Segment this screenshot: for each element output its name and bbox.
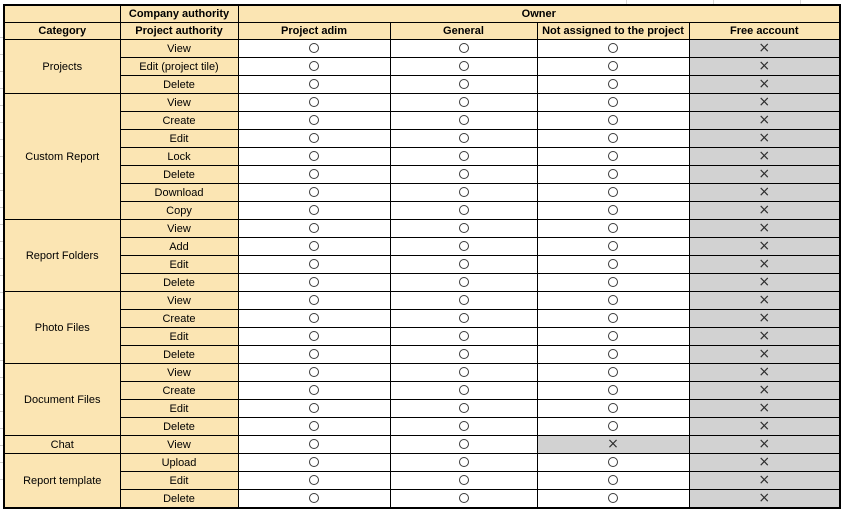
x-mark-icon: × <box>758 202 771 218</box>
table-body <box>4 40 840 509</box>
circle-icon <box>459 79 469 89</box>
permission-allowed-cell <box>238 454 390 472</box>
circle-icon <box>459 43 469 53</box>
permission-allowed-cell <box>390 310 537 328</box>
circle-icon <box>608 151 618 161</box>
permission-allowed-cell <box>238 382 390 400</box>
permission-allowed-cell <box>238 184 390 202</box>
permission-denied-cell <box>689 436 840 454</box>
permission-allowed-cell <box>390 328 537 346</box>
circle-icon <box>459 331 469 341</box>
permission-allowed-cell <box>390 112 537 130</box>
permission-allowed-cell <box>537 256 689 274</box>
circle-icon <box>309 421 319 431</box>
action-cell: Create <box>120 382 238 400</box>
permission-allowed-cell <box>238 94 390 112</box>
permission-allowed-cell <box>238 490 390 509</box>
circle-icon <box>459 493 469 503</box>
circle-icon <box>608 313 618 323</box>
table-row <box>4 364 840 382</box>
header-row-authority <box>4 5 840 23</box>
circle-icon <box>309 367 319 377</box>
circle-icon <box>309 133 319 143</box>
action-cell: Edit <box>120 472 238 490</box>
circle-icon <box>608 385 618 395</box>
action-cell: Delete <box>120 490 238 509</box>
permission-allowed-cell <box>238 238 390 256</box>
x-mark-icon: × <box>758 454 771 470</box>
permission-denied-cell <box>689 454 840 472</box>
circle-icon <box>608 79 618 89</box>
x-mark-icon: × <box>758 346 771 362</box>
circle-icon <box>459 169 469 179</box>
permission-denied-cell <box>689 292 840 310</box>
table-row <box>4 130 840 148</box>
circle-icon <box>309 151 319 161</box>
x-mark-icon: × <box>758 130 771 146</box>
permission-allowed-cell <box>537 184 689 202</box>
column-header-category: Category <box>4 23 120 40</box>
table-row <box>4 184 840 202</box>
table-row <box>4 166 840 184</box>
permission-allowed-cell <box>537 40 689 58</box>
circle-icon <box>608 367 618 377</box>
table-row <box>4 310 840 328</box>
x-mark-icon: × <box>758 490 771 506</box>
category-cell: Chat <box>4 436 120 454</box>
category-cell: Report template <box>4 454 120 509</box>
action-cell: Delete <box>120 76 238 94</box>
circle-icon <box>309 205 319 215</box>
company-authority-header: Company authority <box>120 5 238 23</box>
table-row <box>4 400 840 418</box>
permission-allowed-cell <box>238 346 390 364</box>
permission-allowed-cell <box>238 292 390 310</box>
permission-allowed-cell <box>537 274 689 292</box>
circle-icon <box>309 313 319 323</box>
circle-icon <box>309 439 319 449</box>
circle-icon <box>459 385 469 395</box>
action-cell: Edit <box>120 256 238 274</box>
circle-icon <box>608 187 618 197</box>
x-mark-icon: × <box>758 58 771 74</box>
permission-denied-cell <box>689 346 840 364</box>
circle-icon <box>608 331 618 341</box>
permission-allowed-cell <box>390 94 537 112</box>
circle-icon <box>309 457 319 467</box>
table-row <box>4 112 840 130</box>
column-header-project-authority: Project authority <box>120 23 238 40</box>
circle-icon <box>459 475 469 485</box>
circle-icon <box>459 115 469 125</box>
action-cell: Delete <box>120 346 238 364</box>
permission-allowed-cell <box>238 310 390 328</box>
permission-allowed-cell <box>390 454 537 472</box>
circle-icon <box>608 259 618 269</box>
permission-allowed-cell <box>238 418 390 436</box>
x-mark-icon: × <box>758 364 771 380</box>
table-row <box>4 256 840 274</box>
circle-icon <box>309 331 319 341</box>
circle-icon <box>309 295 319 305</box>
permission-allowed-cell <box>238 220 390 238</box>
circle-icon <box>459 277 469 287</box>
permission-allowed-cell <box>238 58 390 76</box>
permission-denied-cell <box>689 76 840 94</box>
circle-icon <box>608 295 618 305</box>
circle-icon <box>608 457 618 467</box>
circle-icon <box>608 475 618 485</box>
action-cell: View <box>120 40 238 58</box>
circle-icon <box>309 187 319 197</box>
permission-allowed-cell <box>390 130 537 148</box>
permission-denied-cell <box>689 364 840 382</box>
action-cell: Delete <box>120 166 238 184</box>
circle-icon <box>608 115 618 125</box>
permission-allowed-cell <box>537 346 689 364</box>
action-cell: Upload <box>120 454 238 472</box>
table-row <box>4 238 840 256</box>
permission-allowed-cell <box>537 364 689 382</box>
action-cell: View <box>120 94 238 112</box>
circle-icon <box>459 187 469 197</box>
action-cell: Edit (project tile) <box>120 58 238 76</box>
table-row <box>4 148 840 166</box>
permission-allowed-cell <box>537 472 689 490</box>
permission-allowed-cell <box>537 202 689 220</box>
action-cell: Lock <box>120 148 238 166</box>
action-cell: View <box>120 220 238 238</box>
permission-allowed-cell <box>390 436 537 454</box>
permission-denied-cell <box>689 400 840 418</box>
table-row <box>4 94 840 112</box>
permission-allowed-cell <box>390 220 537 238</box>
circle-icon <box>309 97 319 107</box>
circle-icon <box>309 385 319 395</box>
circle-icon <box>608 205 618 215</box>
permission-denied-cell <box>689 256 840 274</box>
permission-allowed-cell <box>537 76 689 94</box>
permission-allowed-cell <box>390 202 537 220</box>
permission-allowed-cell <box>390 274 537 292</box>
table-row <box>4 472 840 490</box>
permission-denied-cell <box>689 490 840 509</box>
owner-header: Owner <box>238 5 840 23</box>
circle-icon <box>309 349 319 359</box>
column-header-project-adim: Project adim <box>238 23 390 40</box>
circle-icon <box>459 223 469 233</box>
permission-denied-cell <box>689 148 840 166</box>
circle-icon <box>459 97 469 107</box>
permission-denied-cell <box>689 94 840 112</box>
circle-icon <box>309 79 319 89</box>
table-row <box>4 490 840 509</box>
circle-icon <box>309 403 319 413</box>
circle-icon <box>309 115 319 125</box>
permission-allowed-cell <box>238 274 390 292</box>
permission-denied-cell <box>689 112 840 130</box>
permission-allowed-cell <box>238 436 390 454</box>
permission-allowed-cell <box>238 76 390 94</box>
table-row <box>4 418 840 436</box>
x-mark-icon: × <box>758 382 771 398</box>
circle-icon <box>608 43 618 53</box>
x-mark-icon: × <box>758 184 771 200</box>
header-row-columns <box>4 23 840 40</box>
permission-allowed-cell <box>238 328 390 346</box>
permission-denied-cell <box>689 238 840 256</box>
table-row <box>4 454 840 472</box>
circle-icon <box>459 205 469 215</box>
x-mark-icon: × <box>758 220 771 236</box>
x-mark-icon: × <box>758 166 771 182</box>
circle-icon <box>459 241 469 251</box>
x-mark-icon: × <box>758 94 771 110</box>
table-row <box>4 40 840 58</box>
permission-allowed-cell <box>238 202 390 220</box>
permission-allowed-cell <box>390 490 537 509</box>
permission-allowed-cell <box>238 112 390 130</box>
permission-allowed-cell <box>238 40 390 58</box>
corner-cell <box>4 5 120 23</box>
table-row <box>4 346 840 364</box>
permission-allowed-cell <box>390 382 537 400</box>
permission-allowed-cell <box>390 364 537 382</box>
table-row <box>4 76 840 94</box>
permission-allowed-cell <box>537 454 689 472</box>
action-cell: Edit <box>120 328 238 346</box>
circle-icon <box>309 277 319 287</box>
x-mark-icon: × <box>758 40 771 56</box>
action-cell: Edit <box>120 400 238 418</box>
category-cell: Photo Files <box>4 292 120 364</box>
action-cell: Download <box>120 184 238 202</box>
permission-allowed-cell <box>390 472 537 490</box>
x-mark-icon: × <box>758 436 771 452</box>
action-cell: Delete <box>120 418 238 436</box>
permission-allowed-cell <box>238 256 390 274</box>
circle-icon <box>309 493 319 503</box>
column-header-not-assigned: Not assigned to the project <box>537 23 689 40</box>
circle-icon <box>309 43 319 53</box>
circle-icon <box>608 133 618 143</box>
category-cell: Projects <box>4 40 120 94</box>
permission-denied-cell <box>689 58 840 76</box>
permission-allowed-cell <box>537 94 689 112</box>
circle-icon <box>459 313 469 323</box>
circle-icon <box>608 241 618 251</box>
circle-icon <box>608 349 618 359</box>
permission-allowed-cell <box>390 292 537 310</box>
permission-allowed-cell <box>390 166 537 184</box>
action-cell: Copy <box>120 202 238 220</box>
circle-icon <box>608 277 618 287</box>
permission-allowed-cell <box>390 148 537 166</box>
action-cell: View <box>120 364 238 382</box>
x-mark-icon: × <box>758 328 771 344</box>
table-header <box>4 5 840 40</box>
permission-denied-cell <box>689 202 840 220</box>
circle-icon <box>459 61 469 71</box>
column-header-general: General <box>390 23 537 40</box>
circle-icon <box>459 295 469 305</box>
category-cell: Custom Report <box>4 94 120 220</box>
circle-icon <box>309 223 319 233</box>
permission-allowed-cell <box>390 400 537 418</box>
table-row <box>4 202 840 220</box>
permission-matrix-table <box>3 4 841 509</box>
permission-allowed-cell <box>537 148 689 166</box>
permission-denied-cell <box>689 382 840 400</box>
permission-allowed-cell <box>537 166 689 184</box>
permission-allowed-cell <box>390 346 537 364</box>
permission-denied-cell <box>689 472 840 490</box>
table-row <box>4 58 840 76</box>
circle-icon <box>309 475 319 485</box>
circle-icon <box>459 259 469 269</box>
permission-allowed-cell <box>390 40 537 58</box>
x-mark-icon: × <box>607 436 619 452</box>
circle-icon <box>608 493 618 503</box>
circle-icon <box>459 457 469 467</box>
permission-allowed-cell <box>537 310 689 328</box>
permission-allowed-cell <box>537 400 689 418</box>
action-cell: Edit <box>120 130 238 148</box>
category-cell: Report Folders <box>4 220 120 292</box>
x-mark-icon: × <box>758 418 771 434</box>
permission-allowed-cell <box>537 112 689 130</box>
permission-denied-cell <box>537 436 689 454</box>
permission-allowed-cell <box>238 400 390 418</box>
x-mark-icon: × <box>758 274 771 290</box>
column-header-free-account: Free account <box>689 23 840 40</box>
permission-denied-cell <box>689 166 840 184</box>
action-cell: View <box>120 292 238 310</box>
circle-icon <box>608 169 618 179</box>
permission-allowed-cell <box>390 256 537 274</box>
permission-allowed-cell <box>238 148 390 166</box>
circle-icon <box>459 367 469 377</box>
permission-denied-cell <box>689 328 840 346</box>
x-mark-icon: × <box>758 310 771 326</box>
permission-allowed-cell <box>537 382 689 400</box>
permission-allowed-cell <box>390 238 537 256</box>
circle-icon <box>459 349 469 359</box>
circle-icon <box>608 223 618 233</box>
permission-allowed-cell <box>238 166 390 184</box>
circle-icon <box>608 403 618 413</box>
permission-denied-cell <box>689 310 840 328</box>
x-mark-icon: × <box>758 292 771 308</box>
x-mark-icon: × <box>758 238 771 254</box>
table-row <box>4 292 840 310</box>
permission-allowed-cell <box>537 490 689 509</box>
circle-icon <box>309 61 319 71</box>
x-mark-icon: × <box>758 112 771 128</box>
x-mark-icon: × <box>758 256 771 272</box>
table-row <box>4 436 840 454</box>
category-cell: Document Files <box>4 364 120 436</box>
table-row <box>4 382 840 400</box>
circle-icon <box>459 403 469 413</box>
permission-allowed-cell <box>537 130 689 148</box>
permission-allowed-cell <box>238 472 390 490</box>
permission-allowed-cell <box>537 238 689 256</box>
permission-denied-cell <box>689 40 840 58</box>
permission-denied-cell <box>689 184 840 202</box>
permission-allowed-cell <box>238 364 390 382</box>
table-row <box>4 328 840 346</box>
circle-icon <box>608 61 618 71</box>
table-row <box>4 220 840 238</box>
x-mark-icon: × <box>758 400 771 416</box>
action-cell: View <box>120 436 238 454</box>
circle-icon <box>309 241 319 251</box>
action-cell: Create <box>120 310 238 328</box>
x-mark-icon: × <box>758 148 771 164</box>
circle-icon <box>459 421 469 431</box>
permission-allowed-cell <box>537 58 689 76</box>
circle-icon <box>459 133 469 143</box>
circle-icon <box>608 421 618 431</box>
circle-icon <box>608 97 618 107</box>
circle-icon <box>309 259 319 269</box>
table-row <box>4 274 840 292</box>
permission-allowed-cell <box>390 418 537 436</box>
x-mark-icon: × <box>758 472 771 488</box>
permission-allowed-cell <box>537 292 689 310</box>
permission-denied-cell <box>689 418 840 436</box>
action-cell: Delete <box>120 274 238 292</box>
circle-icon <box>459 439 469 449</box>
permission-allowed-cell <box>537 220 689 238</box>
permission-allowed-cell <box>537 328 689 346</box>
permission-denied-cell <box>689 274 840 292</box>
circle-icon <box>459 151 469 161</box>
permission-allowed-cell <box>537 418 689 436</box>
action-cell: Add <box>120 238 238 256</box>
permission-allowed-cell <box>390 76 537 94</box>
permission-allowed-cell <box>390 184 537 202</box>
permission-allowed-cell <box>238 130 390 148</box>
x-mark-icon: × <box>758 76 771 92</box>
circle-icon <box>309 169 319 179</box>
permission-allowed-cell <box>390 58 537 76</box>
permission-denied-cell <box>689 130 840 148</box>
action-cell: Create <box>120 112 238 130</box>
permission-denied-cell <box>689 220 840 238</box>
